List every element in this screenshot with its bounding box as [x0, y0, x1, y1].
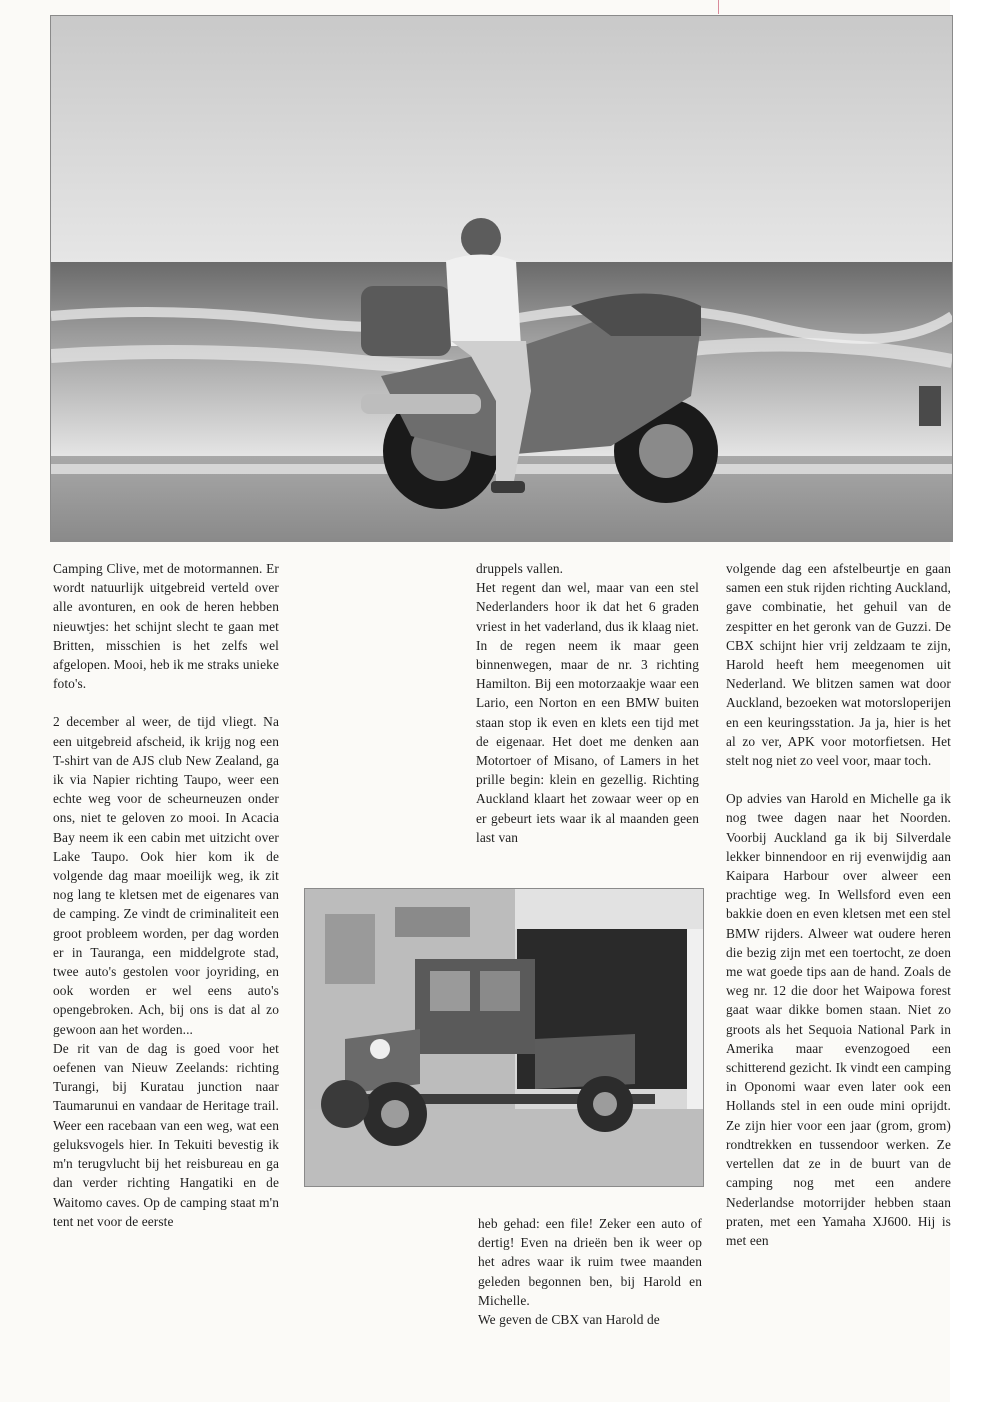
photo-motorcycle-beach-illustration [51, 16, 952, 541]
paragraph: De rit van de dag is goed voor het oefenen van Nieuw Zeelands: richting Turangi, bij Kuratau junction naar Taumarunui en vandaar de Heritage trail. Weer een racebaan van een weg, wat een geluksvogels hier. In Tekuiti bevestig ik m'n terugvlucht bij het reisbureau en ga dan verder richting Hangatiki en de Waitomo caves. Op de camping staat m'n tent net voor de eerste [53, 1040, 279, 1229]
article-column-3 [726, 559, 951, 1250]
article-column-2-top [476, 559, 699, 847]
photo-motorcycle-beach [50, 15, 953, 542]
article-column-2-bottom [478, 1214, 702, 1329]
photo-vintage-truck-illustration [305, 889, 703, 1186]
paragraph: Het regent dan wel, maar van een stel Nederlanders hoor ik dat het 6 graden vriest in het vaderland, dus ik klaag niet. In de regen neem ik maar geen binnenwegen, maar de nr. 3 richting Hamilton. Bij een motorzaakje waar een Lario, een Norton en een BMW buiten staan stop ik even en klets een tijd met de eigenaar. Het doet me denken aan Motortoer of Misano, of Lamers in het prille begin: klein en gezellig. Richting Auckland klaart het zowaar weer op en er gebeurt iets waar ik al maanden geen last van [476, 580, 699, 845]
photo-vintage-truck [304, 888, 704, 1187]
paragraph: 2 december al weer, de tijd vliegt. Na een uitgebreid afscheid, ik krijg nog een T-shirt van de AJS club New Zealand, ga ik via Napier richting Taupo, weer een echte weg voor de scheurneuzen onder ons, niet te geloven zo mooi. In Acacia Bay neem ik een cabin met uitzicht over Lake Taupo. Ook hier kom ik de volgende dag maar moeilijk weg, ik zit nog lang te kletsen met de eigenares van de camping. Ze vindt de criminaliteit een groot probleem worden, per dag worden er in Tauranga, een middelgrote stad, twee auto's gestolen voor joyriding, en ook worden er wel eens auto's opengebroken. Ach, bij ons is dat al zo gewoon aan het worden... [53, 714, 279, 1037]
crop-mark [718, 0, 719, 14]
paragraph: volgende dag een afstelbeurtje en gaan samen een stuk rijden richting Auckland, gave combinatie, het gehuil van de zespitter en het geronk van de Guzzi. De CBX schijnt hier vrij zeldzaam te zijn, Harold heeft hem meegenomen uit Nederland. We blitzen samen wat door Auckland, bezoeken wat motorsloperijen en een keuringsstation. Ja ja, hier is het al zo ver, APK voor motorfietsen. Het stelt nog niet zo veel voor, maar toch. [726, 561, 951, 769]
paragraph: Op advies van Harold en Michelle ga ik nog twee dagen naar het Noorden. Voorbij Auckland ga ik bij Silverdale lekker binnendoor en rij evenwijdig aan Kaipara Harbour over alweer een prachtige weg. In Wellsford even een bakkie doen en even kletsen met een stel BMW rijders. Alweer wat oudere heren die bezig zijn met een toertocht, ze doen me wat goede tips aan de hand. Zoals de weg nr. 12 die door het Waipowa forest gaat waar dikke bomen staan. Niet zo groots als het Sequoia National Park in Amerika maar evenzogoed een schitterend gezicht. Ik vindt een camping in Oponomi waar even later ook een Hollands stel in een oude mini oprijdt. Ze zijn hier voor een jaar (grom, grom) rondtrekken en tussendoor werken. Ze vertellen dat ze in de buurt van de camping nog met een andere Nederlandse motorrijder hebben staan praten, met een Yamaha XJ600. Hij is met een [726, 791, 951, 1248]
paragraph: heb gehad: een file! Zeker een auto of dertig! Even na drieën ben ik weer op het adres waar ik ruim twee maanden geleden begonnen ben, bij Harold en Michelle. [478, 1216, 702, 1308]
article-column-1 [53, 559, 279, 1231]
page-margin [950, 0, 986, 1402]
paragraph: We geven de CBX van Harold de [478, 1312, 660, 1328]
paragraph: Camping Clive, met de motormannen. Er wordt natuurlijk uitgebreid verteld over alle avonturen, en ook de heren hebben nieuwtjes: het schijnt slecht te gaan met Britten, misschien is het zelfs wel afgelopen. Mooi, heb ik me straks unieke foto's. [53, 561, 279, 692]
paragraph: druppels vallen. [476, 561, 564, 576]
